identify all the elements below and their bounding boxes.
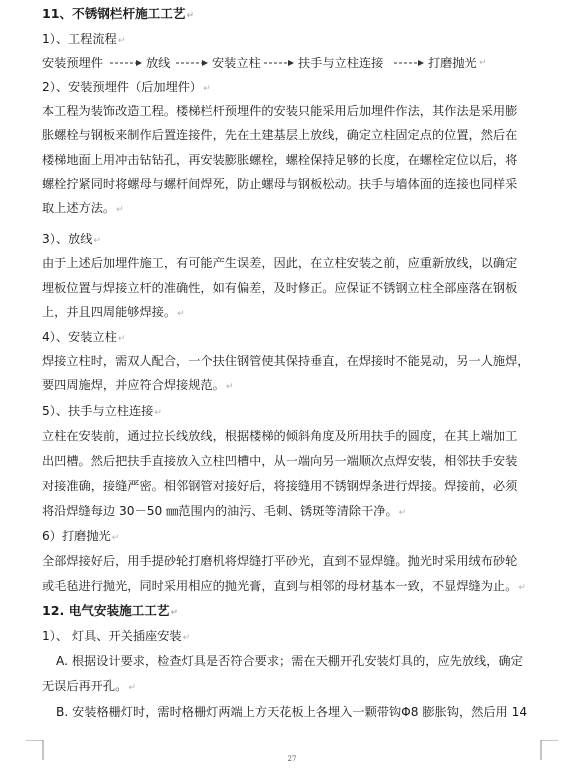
subheading-11-5: 5）、扶手与立柱连接↵ bbox=[42, 404, 162, 418]
paragraph-mark: ↵ bbox=[117, 334, 126, 344]
paragraph-mark: ↵ bbox=[111, 533, 120, 543]
body-line: 埋板位置与焊接立杆的准确性，如有偏差，及时修正。应保证不锈钢立柱全部座落在钢板 bbox=[42, 281, 518, 295]
process-flow bbox=[42, 55, 552, 71]
paragraph-mark: ↵ bbox=[186, 11, 195, 21]
paragraph-mark: ↵ bbox=[398, 508, 407, 518]
subheading-11-2: 2）、安装预埋件（后加埋件）↵ bbox=[42, 80, 211, 94]
flow-step-2: 放线 bbox=[146, 56, 171, 70]
body-line: 楼梯地面上用冲击钻钻孔，再安装膨胀螺栓，螺栓保持足够的长度，在螺栓定位以后，将 bbox=[42, 153, 518, 167]
body-line: 取上述方法。↵ bbox=[42, 201, 124, 215]
flow-step-1: 安装预埋件 bbox=[42, 56, 103, 70]
paragraph-mark: ↵ bbox=[170, 608, 178, 618]
arrow-right-icon bbox=[264, 58, 294, 68]
paragraph-mark: ↵ bbox=[225, 382, 234, 392]
paragraph-mark: ↵ bbox=[518, 583, 526, 593]
paragraph-mark: ↵ bbox=[116, 205, 124, 215]
body-line: 立柱在安装前，通过拉长线放线，根据楼梯的倾斜角度及所用扶手的圆度，在其上端加工 bbox=[42, 429, 518, 443]
paragraph-mark: ↵ bbox=[117, 36, 126, 46]
arrow-right-icon bbox=[176, 58, 208, 68]
paragraph-mark: ↵ bbox=[182, 633, 191, 643]
body-line: A. 根据设计要求，检查灯具是否符合要求；需在天棚开孔安装灯具的，应先放线，确定 bbox=[56, 654, 523, 668]
subheading-11-6: 6）打磨抛光↵ bbox=[42, 529, 120, 543]
body-line: 无误后再开孔。↵ bbox=[42, 679, 136, 693]
paragraph-mark: ↵ bbox=[93, 236, 101, 246]
body-line: 螺栓拧紧同时将螺母与螺杆间焊死，防止螺母与钢板松动。扶手与墙体面的连接也同样采 bbox=[42, 177, 518, 191]
body-line: 由于上述后加埋件施工，有可能产生误差，因此，在立柱安装之前，应重新放线，以确定 bbox=[42, 256, 518, 270]
flow-step-5: 打磨抛光 bbox=[428, 56, 477, 70]
body-line: 全部焊接好后，用手提砂轮打磨机将焊缝打平砂光，直到不显焊缝。抛光时采用绒布砂轮 bbox=[42, 554, 518, 568]
body-line: 胀螺栓与钢板来制作后置连接件，先在土建基层上放线，确定立柱固定点的位置，然后在 bbox=[42, 128, 518, 142]
body-line: B. 安装格栅灯时，需时格栅灯两端上方天花板上各埋入一颗带钩Φ8 膨胀钩，然后用 14 bbox=[56, 705, 528, 719]
subheading-12-1: 1）、 灯具、开关插座安装↵ bbox=[42, 629, 191, 643]
body-line: 本工程为装饰改造工程。楼梯栏杆预埋件的安装只能采用后加埋件作法，其作法是采用膨 bbox=[42, 104, 518, 118]
subheading-11-3: 3）、放线↵ bbox=[42, 232, 101, 246]
arrow-right-icon bbox=[394, 58, 424, 68]
flow-step-3: 安装立柱 bbox=[212, 56, 261, 70]
body-line: 上，并且四周能够焊接。↵ bbox=[42, 305, 185, 319]
paragraph-mark: ↵ bbox=[203, 84, 211, 94]
body-line: 出凹槽。然后把扶手直接放入立柱凹槽中，从一端向另一端顺次点焊安装，相邻扶手安装 bbox=[42, 454, 518, 468]
paragraph-mark: ↵ bbox=[177, 309, 185, 319]
body-line: 或毛毡进行抛光，同时采用相应的抛光膏，直到与相邻的母材基本一致，不显焊缝为止。↵ bbox=[42, 579, 526, 593]
flow-step-4: 扶手与立柱连接 bbox=[298, 56, 384, 70]
paragraph-mark: ↵ bbox=[128, 683, 136, 693]
body-line: 要四周施焊，并应符合焊接规范。↵ bbox=[42, 378, 234, 392]
section-12-heading: 12. 电气安装施工工艺↵ bbox=[42, 603, 178, 618]
section-11-heading: 11、不锈钢栏杆施工工艺↵ bbox=[42, 6, 195, 21]
page-number: 27 bbox=[287, 755, 297, 763]
body-line: 对接准确，接缝严密。相邻钢管对接好后，将接缝用不锈钢焊条进行焊接。焊接前，必须 bbox=[42, 479, 518, 493]
paragraph-mark: ↵ bbox=[154, 408, 162, 418]
body-line: 将沿焊缝每边 30－50 ㎜范围内的油污、毛刺、锈斑等清除干净。↵ bbox=[42, 504, 407, 518]
paragraph-mark: ↵ bbox=[479, 58, 487, 68]
body-line: 焊接立柱时，需双人配合，一个扶住钢管使其保持垂直，在焊接时不能晃动，另一人施焊， bbox=[42, 354, 530, 368]
subheading-11-4: 4）、安装立柱↵ bbox=[42, 330, 126, 344]
arrow-right-icon bbox=[110, 58, 142, 68]
subheading-11-1: 1）、工程流程↵ bbox=[42, 32, 126, 46]
